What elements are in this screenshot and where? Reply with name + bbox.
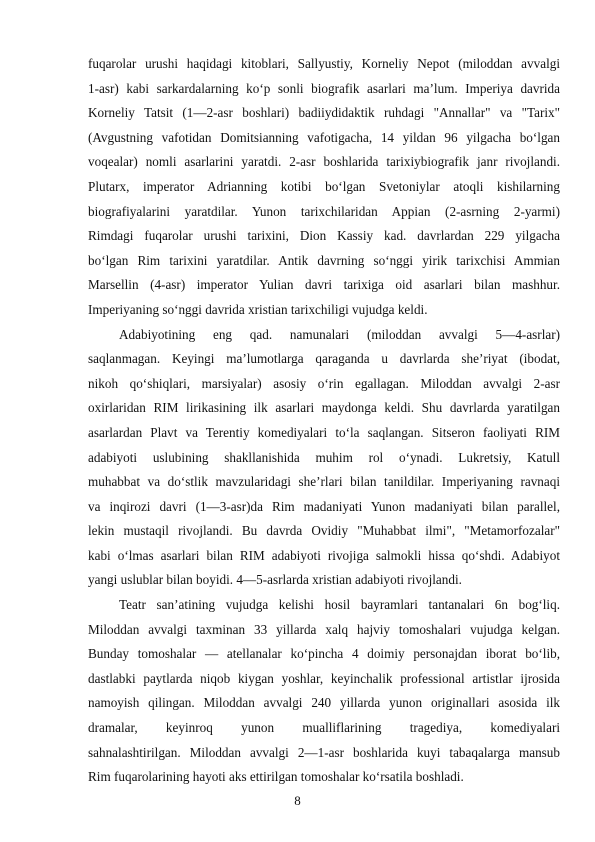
text-line: asarlardan Plavt va Terentiy komediyalari to‘la saqlangan. Sitseron faoliyati RIM — [88, 424, 560, 440]
text-line: namoyish qilingan. Miloddan avvalgi 240 yillarda yunon originallari asosida ilk — [88, 695, 560, 711]
page-body — [88, 52, 560, 790]
text-line: Rimdagi fuqarolar urushi tarixini, Dion Kassiy kad. davrlardan 229 yilgacha — [88, 228, 560, 244]
text-line: Bunday tomoshalar — atellanalar ko‘pincha 4 doimiy personajdan iborat bo‘lib, — [88, 646, 560, 662]
text-line: saqlanmagan. Keyingi ma’lumotlarga qaraganda u davrlarda she’riyat (ibodat, — [88, 351, 560, 367]
text-line: biografiyalarini yaratdilar. Yunon tarixchilaridan Appian (2-asrning 2-yarmi) — [88, 203, 560, 219]
text-line: Miloddan avvalgi taxminan 33 yillarda xalq hajviy tomoshalari vujudga kelgan. — [88, 621, 560, 637]
text-line: Korneliy Tatsit (1—2-asr boshlari) badiiydidaktik ruhdagi "Annallar" va "Tarix" — [88, 105, 560, 121]
text-line: Plutarx, imperator Adrianning kotibi bo‘lgan Svetoniylar atoqli kishilarning — [88, 178, 560, 194]
text-line: dastlabki paytlarda niqob kiygan yoshlar, keyinchalik professional artistlar ijrosida — [88, 670, 560, 686]
page-number: 8 — [294, 793, 301, 808]
text-line: adabiyoti uslubining shakllanishida muhim rol o‘ynadi. Lukretsiy, Katull — [88, 449, 560, 465]
text-line: Imperiyaning so‘nggi davrida xristian tarixchiligi vujudga keldi. — [88, 301, 428, 317]
text-line: yangi uslublar bilan boyidi. 4—5-asrlarda xristian adabiyoti rivojlandi. — [88, 572, 462, 588]
text-line: bo‘lgan Rim tarixini yaratdilar. Antik davrning so‘nggi yirik tarixchisi Ammian — [88, 252, 560, 268]
text-line: fuqarolar urushi haqidagi kitoblari, Sallyustiy, Korneliy Nepot (miloddan avvalgi — [88, 56, 560, 71]
text-line: Marsellin (4-asr) imperator Yulian davri tarixiga oid asarlari bilan mashhur. — [88, 277, 560, 293]
text-line: Adabiyotining eng qad. namunalari (miloddan avvalgi 5—4-asrlar) — [119, 326, 560, 342]
text-line: muhabbat va do‘stlik mavzularidagi she’rlari bilan tanildilar. Imperiyaning ravnaqi — [88, 474, 560, 490]
text-line: Teatr san’atining vujudga kelishi hosil bayramlari tantanalari 6n bog‘liq. — [119, 597, 560, 613]
text-line: (Avgustning vafotidan Domitsianning vafotigacha, 14 yildan 96 yilgacha bo‘lgan — [88, 129, 560, 145]
text-line: va inqirozi davri (1—3-asr)da Rim madaniyati Yunon madaniyati bilan parallel, — [88, 498, 560, 514]
text-line: sahnalashtirilgan. Miloddan avvalgi 2—1-asr boshlarida kuyi tabaqalarga mansub — [88, 744, 560, 760]
text-line: Rim fuqarolarining hayoti aks ettirilgan tomoshalar ko‘rsatila boshladi. — [88, 769, 464, 785]
text-line: dramalar, keyinroq yunon mualliflarining tragediya, komediyalari — [88, 720, 560, 736]
text-line: lekin mustaqil rivojlandi. Bu davrda Ovidiy "Muhabbat ilmi", "Metamorfozalar" — [88, 523, 560, 539]
text-line: voqealar) nomli asarlarini yaratdi. 2-asr boshlarida tarixiybiografik janr rivojlandi. — [88, 154, 560, 170]
text-line: kabi o‘lmas asarlari bilan RIM adabiyoti rivojiga salmokli hissa qo‘shdi. Adabiyot — [88, 547, 560, 563]
paragraph — [88, 52, 560, 323]
paragraph — [88, 323, 560, 594]
text-line: 1-asr) kabi sarkardalarning ko‘p sonli biografik asarlari ma’lum. Imperiya davrida — [88, 80, 560, 96]
text-line: nikoh qo‘shiqlari, marsiyalar) asosiy o‘rin egallagan. Miloddan avvalgi 2-asr — [88, 375, 560, 391]
text-line: oxirlaridan RIM lirikasining ilk asarlari maydonga keldi. Shu davrlarda yaratilgan — [88, 400, 560, 416]
paragraph — [88, 593, 560, 790]
